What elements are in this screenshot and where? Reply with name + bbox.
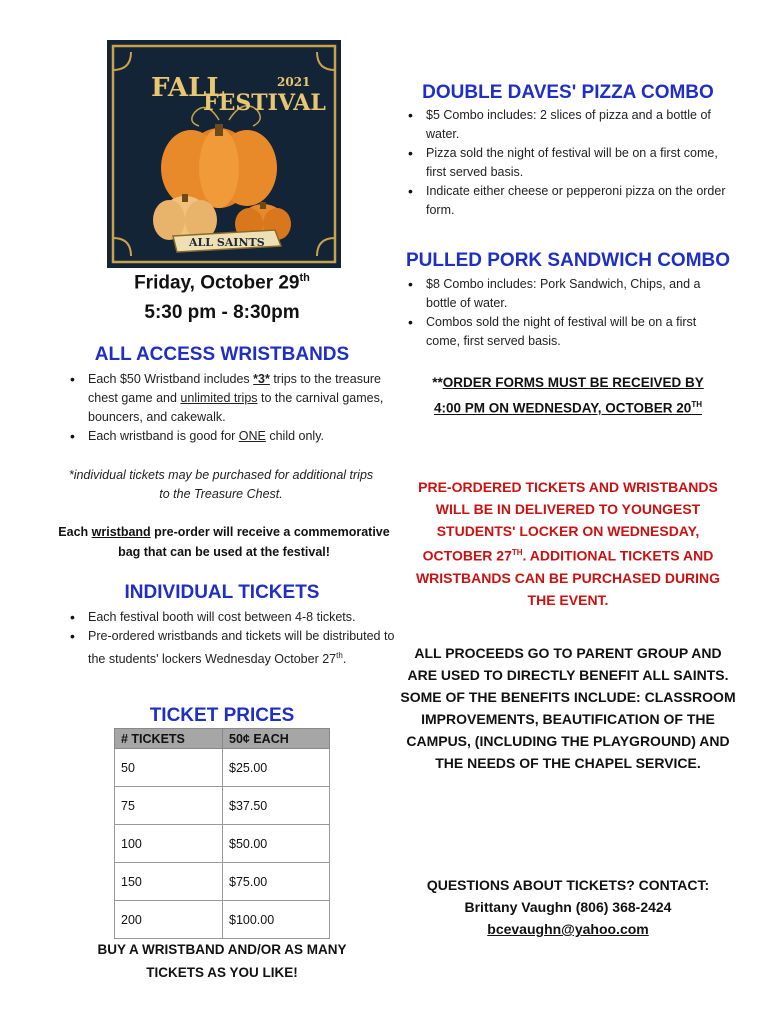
event-time: 5:30 pm - 8:30pm (144, 302, 300, 323)
poster-year: 2021 (277, 75, 311, 89)
pork-heading: PULLED PORK SANDWICH COMBO (405, 250, 731, 271)
list-item: • Indicate either cheese or pepperoni pizza on the order form. (404, 182, 728, 220)
list-item: • Pre-ordered wristbands and tickets will be distributed to the students' lockers Wednesday October 27th. (66, 627, 396, 669)
list-item: • Each $50 Wristband includes *3* trips to the treasure chest game and unlimited trips to the carnival games, bouncers, and cakewalk. (66, 370, 384, 427)
ticket-prices-heading: TICKET PRICES (149, 705, 295, 726)
list-item: • Pizza sold the night of festival will be on a first come, first served basis. (404, 144, 728, 182)
delivery-notice: PRE-ORDERED TICKETS AND WRISTBANDS WILL BE IN DELIVERED TO YOUNGEST STUDENTS' LOCKER ON WEDNESDAY, OCTOBER 27TH. ADDITIONAL TICKETS AND WRISTBANDS CAN BE PURCHASED DURING THE EVENT. (415, 479, 721, 608)
pork-list (404, 275, 728, 351)
ticket-prices-table (114, 728, 330, 939)
poster-title-festival: FESTIVAL (203, 90, 326, 116)
order-deadline: **ORDER FORMS MUST BE RECEIVED BY 4:00 PM ON WEDNESDAY, OCTOBER 20TH (432, 375, 704, 416)
poster-artwork (107, 40, 341, 268)
event-date-text: Friday, October 29 (134, 272, 300, 294)
list-item: • Each festival booth will cost between 4-8 tickets. (66, 608, 396, 627)
list-item: • Combos sold the night of festival will be on a first come, first served basis. (404, 313, 728, 351)
poster-banner-text: ALL SAINTS (189, 236, 265, 249)
contact-name-phone: Brittany Vaughn (806) 368-2424 (464, 899, 672, 915)
poster-title-fall: FALL (151, 73, 225, 103)
individual-tickets-list (66, 608, 396, 669)
col-price-header: 50¢ EACH (223, 729, 330, 749)
buy-line-1: BUY A WRISTBAND AND/OR AS MANY (97, 942, 347, 957)
pizza-heading: DOUBLE DAVES' PIZZA COMBO (422, 82, 714, 103)
individual-tickets-heading: INDIVIDUAL TICKETS (124, 582, 320, 603)
fall-festival-poster (107, 40, 341, 268)
list-item: • Each wristband is good for ONE child only. (66, 427, 384, 446)
contact-email-link[interactable]: bcevaughn@yahoo.com (487, 921, 649, 937)
wristbands-list (66, 370, 384, 446)
wristbands-heading: ALL ACCESS WRISTBANDS (94, 344, 350, 365)
event-date-sup: th (299, 272, 310, 284)
contact-block (400, 874, 736, 940)
table-row: 200 $100.00 (115, 901, 330, 939)
event-date (60, 272, 384, 294)
pumpkin-icon (153, 124, 291, 240)
commemorative-bag-note: Each wristband pre-order will receive a commemorative bag that can be used at the festival! (58, 525, 390, 559)
pizza-list (404, 106, 728, 220)
table-header-row (115, 729, 330, 749)
proceeds-notice: ALL PROCEEDS GO TO PARENT GROUP AND ARE USED TO DIRECTLY BENEFIT ALL SAINTS. SOME OF THE BENEFITS INCLUDE: CLASSROOM IMPROVEMENTS, BEAUTIFICATION OF THE CAMPUS, (INCLUDING THE PLAYGROUND) AND THE NEEDS OF THE CHAPEL SERVICE. (400, 645, 736, 771)
list-item: • $8 Combo includes: Pork Sandwich, Chips, and a bottle of water. (404, 275, 728, 313)
treasure-chest-note: *individual tickets may be purchased for additional trips to the Treasure Chest. (68, 468, 374, 501)
table-row: 150 $75.00 (115, 863, 330, 901)
col-tickets-header: # TICKETS (115, 729, 223, 749)
list-item: • $5 Combo includes: 2 slices of pizza and a bottle of water. (404, 106, 728, 144)
table-row: 50 $25.00 (115, 749, 330, 787)
buy-wristband-callout (60, 938, 384, 984)
buy-line-2: TICKETS AS YOU LIKE! (146, 965, 298, 980)
table-row: 100 $50.00 (115, 825, 330, 863)
table-row: 75 $37.50 (115, 787, 330, 825)
contact-heading: QUESTIONS ABOUT TICKETS? CONTACT: (426, 877, 710, 893)
